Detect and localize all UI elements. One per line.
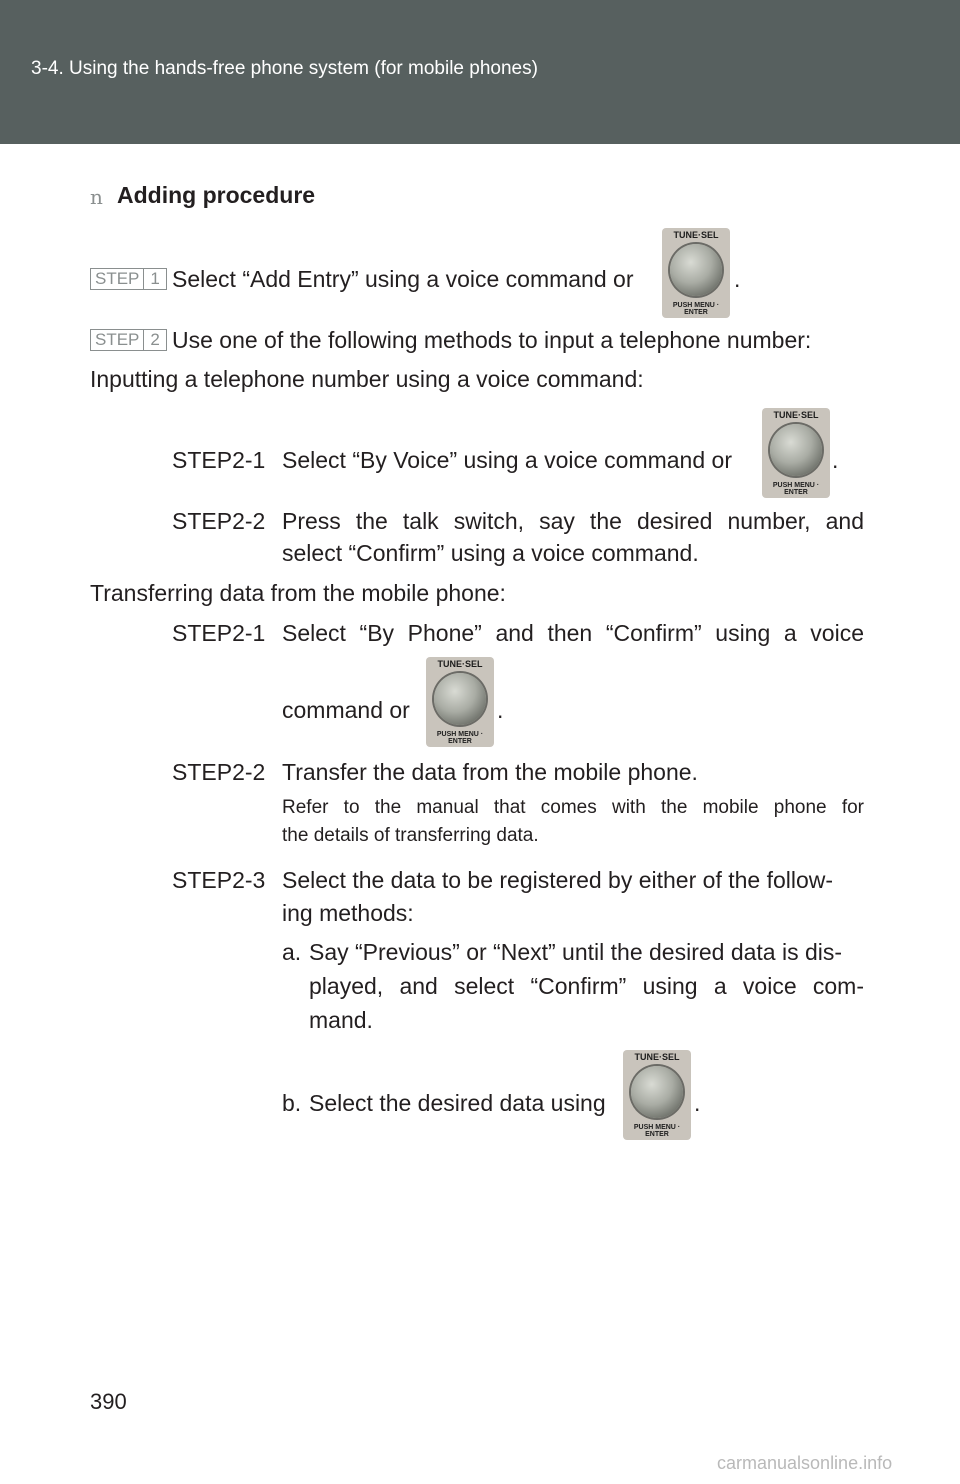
knob-bottom-label: PUSH MENU · ENTER [633,1124,681,1138]
knob-top-label: TUNE·SEL [437,659,483,669]
transfer-step-2-3-line-1: Select the data to be registered by either of the follow- [282,867,834,893]
knob-top-label: TUNE·SEL [634,1052,680,1062]
option-b-text: Select the desired data using [309,1090,606,1116]
transfer-note-line-1: Refer to the manual that comes with the mobile phone for [282,797,864,818]
tune-sel-knob-icon [623,1050,691,1140]
option-a-line-1: Say “Previous” or “Next” until the desired data is dis- [309,939,843,965]
transfer-step-2-1-line-2: command or [282,697,410,723]
tune-sel-knob-icon [662,228,730,318]
tune-sel-knob-icon [762,408,830,498]
step-badge-number: 1 [143,269,165,289]
knob-dial [670,244,722,296]
knob-bottom-label: PUSH MENU · ENTER [772,482,820,496]
step-badge-number: 2 [143,330,165,350]
option-b-label: b. [282,1090,302,1116]
knob-dial [434,673,486,725]
page-header [0,0,960,144]
transfer-step-2-1-line-1: Select “By Phone” and then “Confirm” using a voice [282,620,864,646]
transfer-step-2-1-period: . [497,697,504,723]
section-heading: Adding procedure [117,182,316,208]
voice-step-2-2-line-1: Press the talk switch, say the desired number, and [282,508,864,534]
transfer-step-2-3-label: STEP2-3 [172,867,266,893]
voice-step-2-1-period: . [832,447,839,473]
step-1-text: Select “Add Entry” using a voice command or [172,266,634,292]
transfer-step-2-1-label: STEP2-1 [172,620,266,646]
transfer-step-2-2-text: Transfer the data from the mobile phone. [282,759,698,785]
transfer-method-intro: Transferring data from the mobile phone: [90,580,506,606]
knob-dial [770,424,822,476]
step-badge-label: STEP [91,269,143,289]
step-2-text: Use one of the following methods to input a telephone number: [172,327,812,353]
step-badge-label: STEP [91,330,143,350]
option-a-line-3: mand. [309,1007,373,1033]
knob-bottom-label: PUSH MENU · ENTER [672,302,720,316]
transfer-step-2-2-label: STEP2-2 [172,759,266,785]
voice-method-intro: Inputting a telephone number using a voice command: [90,366,644,392]
option-a-line-2: played, and select “Confirm” using a voice com- [309,973,864,999]
transfer-note-line-2: the details of transferring data. [282,825,539,846]
knob-bottom-label: PUSH MENU · ENTER [436,731,484,745]
option-a-label: a. [282,939,302,965]
transfer-step-2-3-line-2: ing methods: [282,900,414,926]
voice-step-2-1-label: STEP2-1 [172,447,266,473]
option-b-period: . [694,1090,701,1116]
voice-step-2-2-label: STEP2-2 [172,508,266,534]
watermark: carmanualsonline.info [717,1453,893,1473]
step-1-badge [90,268,167,290]
knob-top-label: TUNE·SEL [673,230,719,240]
header-title: 3-4. Using the hands-free phone system (for mobile phones) [31,58,538,79]
bullet-marker: n [90,185,103,209]
page-number: 390 [90,1389,127,1414]
voice-step-2-1-text: Select “By Voice” using a voice command or [282,447,732,473]
voice-step-2-2-line-2: select “Confirm” using a voice command. [282,540,699,566]
tune-sel-knob-icon [426,657,494,747]
step-1-period: . [734,266,741,292]
knob-dial [631,1066,683,1118]
step-2-badge [90,329,167,351]
knob-top-label: TUNE·SEL [773,410,819,420]
